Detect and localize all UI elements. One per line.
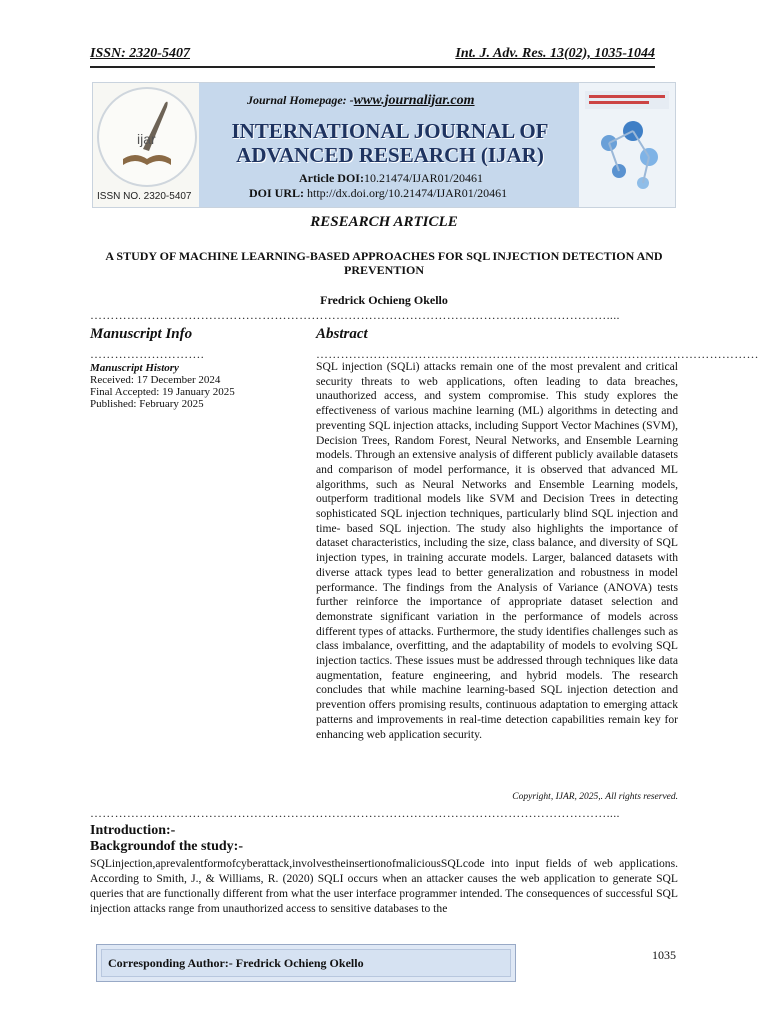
doi-url [249, 186, 507, 201]
manuscript-history-label: Manuscript History [90, 362, 179, 374]
author-name: Fredrick Ochieng Okello [320, 293, 448, 307]
journal-banner [92, 82, 676, 208]
dotted-divider-right: ……………………………………………………………………………………………… [316, 347, 759, 361]
article-doi [299, 171, 483, 186]
background-heading: Backgroundof the study:- [90, 839, 243, 854]
corresponding-author-inner [101, 949, 511, 977]
page-number: 1035 [652, 948, 676, 962]
issn-label: ISSN: 2320-5407 [90, 46, 190, 61]
doi-url-link[interactable]: http://dx.doi.org/10.21474/IJAR01/20461 [304, 186, 508, 200]
homepage-link[interactable]: www.journalijar.com [353, 93, 475, 108]
introduction-heading: Introduction:- [90, 823, 176, 838]
received-date: Received: 17 December 2024 [90, 374, 221, 386]
accepted-date: Final Accepted: 19 January 2025 [90, 386, 235, 398]
manuscript-history [90, 374, 235, 410]
dotted-divider-left: ………………………. [90, 347, 204, 361]
journal-title-line1: INTERNATIONAL JOURNAL OF [231, 119, 549, 143]
article-type: RESEARCH ARTICLE [310, 214, 458, 230]
issn-number: ISSN NO. 2320-5407 [97, 191, 192, 202]
paper-title: A STUDY OF MACHINE LEARNING-BASED APPROACHES FOR SQL INJECTION DETECTION AND PREVENTION [105, 249, 663, 277]
manuscript-info-heading: Manuscript Info [90, 326, 193, 342]
journal-title [205, 119, 575, 167]
dotted-divider-bottom: ……………………………………………………………………………………………………………….... [90, 806, 620, 820]
homepage-label: Journal Homepage: - [247, 93, 354, 107]
logo-text: ijar [137, 131, 156, 147]
journal-title-line2: ADVANCED RESEARCH (IJAR) [236, 143, 544, 167]
body-paragraph: SQLinjection,aprevalentformofcyberattack,involvestheinsertionofmaliciousSQLcode into input fields of web applications. According to Smith, J., & Williams, R. (2020) SQLI occurs when an attacker causes the web application to generate SQL queries that are functionally different from what the user interface programmer intended. The consequences of successful SQL injection attacks range from unauthorized access to sensitive databases to the [90, 857, 678, 915]
banner-cover-panel [579, 83, 675, 207]
copyright-notice: Copyright, IJAR, 2025,. All rights reserved. [512, 792, 678, 802]
doi-label: Article DOI: [299, 171, 364, 185]
published-date: Published: February 2025 [90, 398, 204, 410]
journal-homepage [247, 93, 475, 109]
abstract-heading: Abstract [316, 326, 368, 342]
doi-value: 10.21474/IJAR01/20461 [363, 171, 483, 185]
corresponding-author-text: Corresponding Author:- Fredrick Ochieng Okello [108, 956, 364, 970]
molecule-cover-icon [579, 83, 675, 207]
banner-logo-panel [93, 83, 199, 207]
abstract-text: SQL injection (SQLi) attacks remain one of the most prevalent and critical security threats to web applications, often leading to data breaches, unauthorized access, and system compromise. This study explores the effectiveness of various machine learning (ML) algorithms in detecting and preventing SQL injection attacks, including Support Vector Machines (SVM), Decision Trees, Random Forest, Neural Networks, and Ensemble Learning models. Through an extensive analysis of different publicly available datasets and comparison of model performance, it is observed that advanced ML algorithms, such as Neural Networks and Ensemble Learning models, outperform traditional models like SVM and Decision Trees in detecting sophisticated SQL injection techniques, particularly blind SQL injection and time- based SQL injection. The study also highlights the importance of dataset characteristics, including the size, class balance, and diversity of SQL injection types, in training accurate models. Larger, balanced datasets with diverse attack types lead to better generalization and robustness in model performance. The findings from the Analysis of Variance (ANOVA) tests further reinforce the importance of appropriate dataset selection and demonstrate significant variation in the performance of models across different types of attacks. Furthermore, the study identifies challenges such as class imbalance, overfitting, and the adaptability of models to evolving SQL injection tactics. These issues must be addressed through techniques like data augmentation, feature engineering, and hybrid models. The research concludes that while machine learning-based SQL injection detection and prevention offers promising results, continuous adaptation to emerging attack patterns and improvements in real-time detection capabilities remain key for enhancing web application security. [316, 360, 678, 741]
dotted-divider-top: ……………………………………………………………………………………………………………….... [90, 308, 620, 322]
journal-logo [97, 87, 197, 187]
doi-url-label: DOI URL: [249, 186, 305, 200]
corresponding-author-box [96, 944, 516, 982]
running-header [90, 44, 655, 68]
journal-citation: Int. J. Adv. Res. 13(02), 1035-1044 [455, 46, 655, 61]
